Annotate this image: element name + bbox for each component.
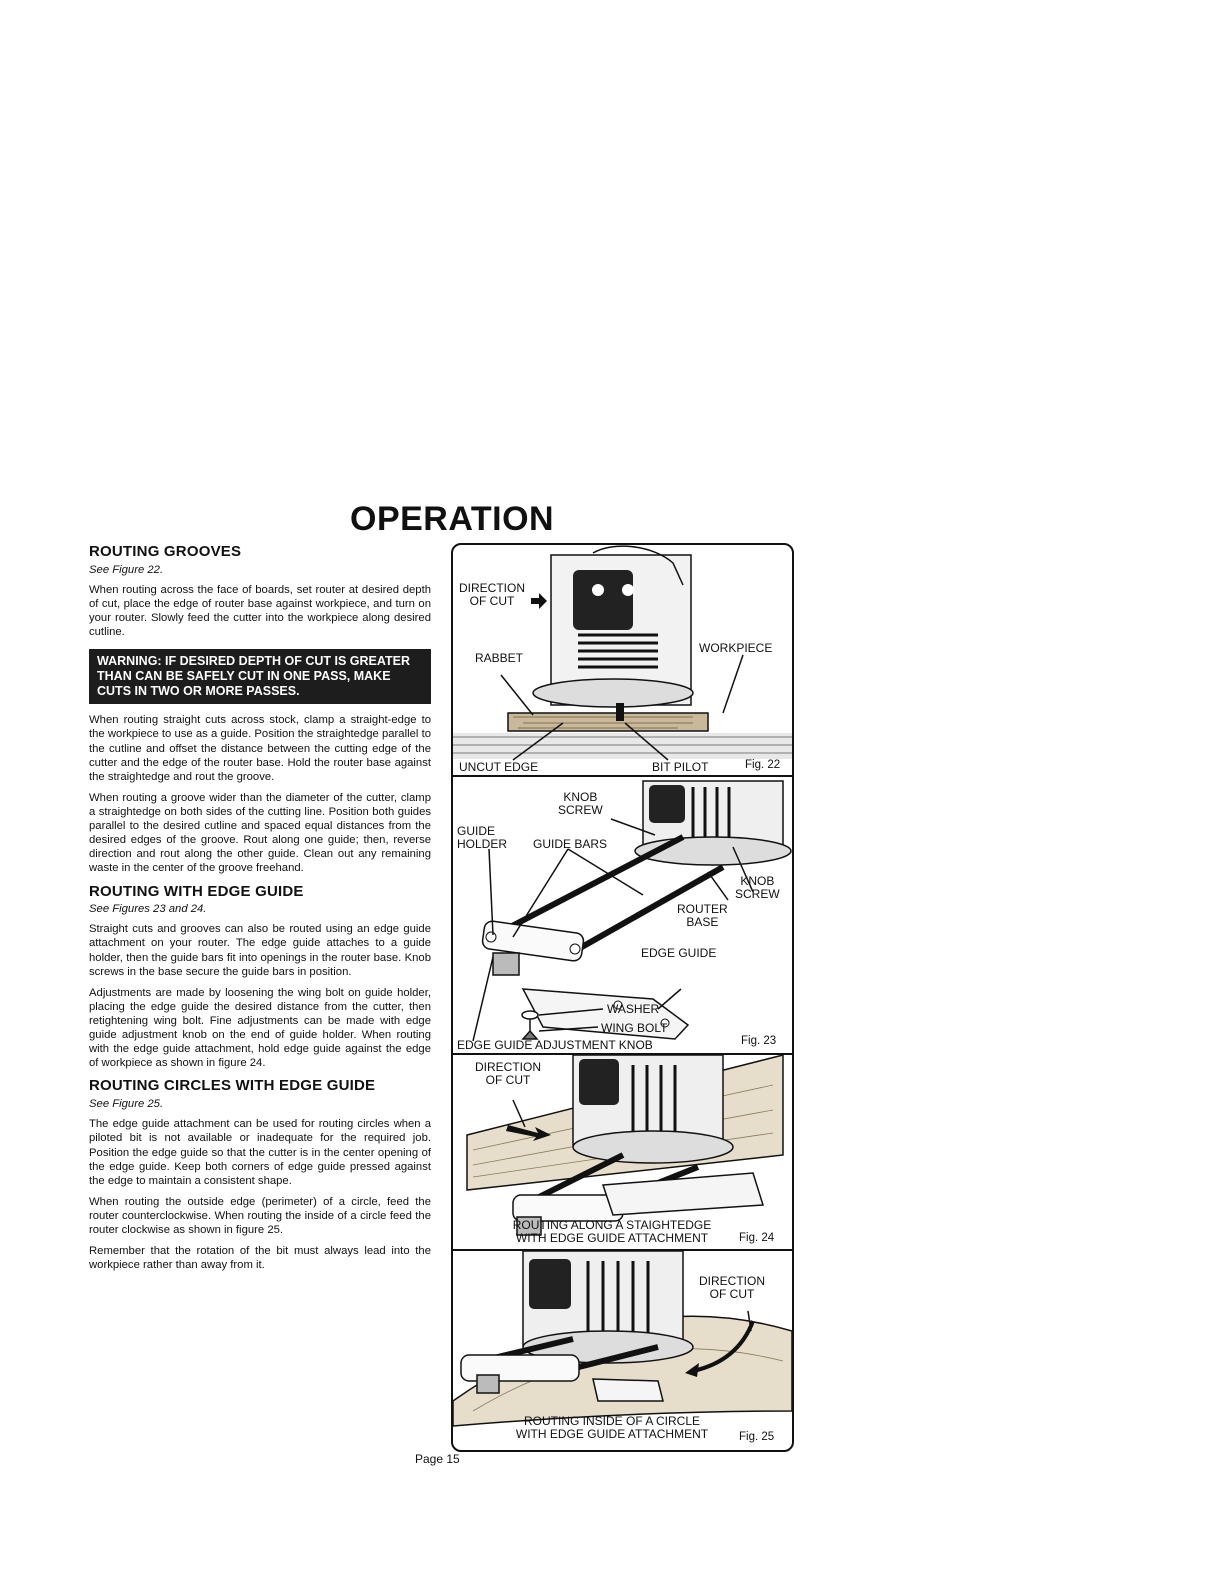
figure-25 bbox=[453, 1251, 792, 1450]
edge-guide-paragraph-1: Straight cuts and grooves can also be routed using an edge guide attachment on your router. The edge guide attaches to a guide holder, then the guide bars fit into openings in the router base. Knob screws in the base secure the guide bars in position. bbox=[89, 923, 431, 978]
see-figure-22: See Figure 22. bbox=[89, 563, 164, 576]
figure-22 bbox=[453, 545, 792, 773]
heading-routing-edge-guide: ROUTING WITH EDGE GUIDE bbox=[89, 882, 304, 900]
label-guide-bars: GUIDE BARS bbox=[533, 837, 608, 851]
label-knob-screw-right: KNOB SCREW bbox=[735, 874, 780, 901]
warning-box: WARNING: IF DESIRED DEPTH OF CUT IS GREATER THAN CAN BE SAFELY CUT IN ONE PASS, MAKE CUTS IN TWO OR MORE PASSES. bbox=[89, 649, 431, 704]
label-direction-of-cut: DIRECTION OF CUT bbox=[459, 581, 525, 608]
heading-routing-circles: ROUTING CIRCLES WITH EDGE GUIDE bbox=[89, 1077, 376, 1095]
figure-23 bbox=[453, 777, 792, 1053]
circles-paragraph-3: Remember that the rotation of the bit must always lead into the workpiece rather than away from it. bbox=[89, 1245, 431, 1272]
label-knob-screw-top: KNOB SCREW bbox=[558, 790, 603, 817]
figure-22-number: Fig. 22 bbox=[745, 759, 781, 771]
figure-25-caption: ROUTING INSIDE OF A CIRCLE WITH EDGE GUIDE ATTACHMENT bbox=[515, 1414, 709, 1442]
grooves-paragraph-3: When routing a groove wider than the diameter of the cutter, clamp a straightedge on both sides of the cutting line. Position both guides parallel to the desired cutline and spaced equal distances from the desired edges of the groove. Rout along one guide; then, reverse direction and rout along the other guide. Clean out any remaining waste in the center of the groove freehand. bbox=[89, 791, 431, 875]
heading-routing-grooves: ROUTING GROOVES bbox=[89, 543, 242, 560]
text-column bbox=[89, 543, 431, 1279]
figure-panel bbox=[451, 543, 794, 1452]
label-edge-guide-adjustment-knob: EDGE GUIDE ADJUSTMENT KNOB bbox=[457, 1038, 653, 1052]
see-figure-25: See Figure 25. bbox=[89, 1098, 164, 1111]
label-direction-of-cut: DIRECTION OF CUT bbox=[699, 1274, 765, 1301]
label-guide-holder: GUIDE HOLDER bbox=[457, 824, 508, 851]
figure-24-caption: ROUTING ALONG A STAIGHTEDGE WITH EDGE GUIDE ATTACHMENT bbox=[512, 1218, 712, 1246]
figure-23-number: Fig. 23 bbox=[741, 1035, 777, 1047]
label-workpiece: WORKPIECE bbox=[699, 641, 773, 655]
label-edge-guide: EDGE GUIDE bbox=[641, 946, 717, 960]
circles-paragraph-1: The edge guide attachment can be used for routing circles when a piloted bit is not available or inadequate for the required job. Position the edge guide so that the cutter is in the center opening of the edge guide. Keep both corners of edge guide pressed against the edge to maintain a consistent shape. bbox=[89, 1118, 431, 1187]
grooves-paragraph-1: When routing across the face of boards, set router at desired depth of cut, place the edge of router base against workpiece, and turn on your router. Slowly feed the cutter into the workpiece along desired cutline. bbox=[89, 583, 431, 639]
figure-25-number: Fig. 25 bbox=[739, 1431, 775, 1443]
page-title: OPERATION bbox=[350, 500, 555, 538]
label-uncut-edge: UNCUT EDGE bbox=[459, 760, 539, 774]
grooves-paragraph-2: When routing straight cuts across stock, clamp a straight-edge to the workpiece to use as a guide. Position the straightedge parallel to the cutline and offset the distance between the cutting edge of the cutter and the edge of the router base. Hold the router base against the straightedge and rout the groove. bbox=[89, 714, 431, 783]
figure-24 bbox=[453, 1055, 792, 1249]
circles-paragraph-2: When routing the outside edge (perimeter) of a circle, feed the router counterclockwise. When routing the inside of a circle feed the router clockwise as shown in figure 25. bbox=[89, 1195, 431, 1237]
label-wing-bolt: WING BOLT bbox=[601, 1021, 668, 1035]
label-router-base: ROUTER BASE bbox=[677, 902, 728, 929]
label-direction-of-cut: DIRECTION OF CUT bbox=[475, 1060, 541, 1087]
label-washer: WASHER bbox=[607, 1002, 660, 1016]
see-figures-23-24: See Figures 23 and 24. bbox=[89, 903, 207, 916]
edge-guide-paragraph-2: Adjustments are made by loosening the wing bolt on guide holder, placing the edge guide the desired distance from the cutter, then retightening wing bolt. Fine adjustments can be made with edge guide adjustment knob on the end of guide holder. When routing with the edge guide attachment, hold edge guide against the edge of workpiece as shown in figure 24. bbox=[89, 986, 431, 1070]
figure-24-number: Fig. 24 bbox=[739, 1232, 775, 1244]
label-bit-pilot: BIT PILOT bbox=[652, 760, 709, 774]
label-rabbet: RABBET bbox=[475, 651, 524, 665]
page-number: Page 15 bbox=[415, 1452, 460, 1466]
